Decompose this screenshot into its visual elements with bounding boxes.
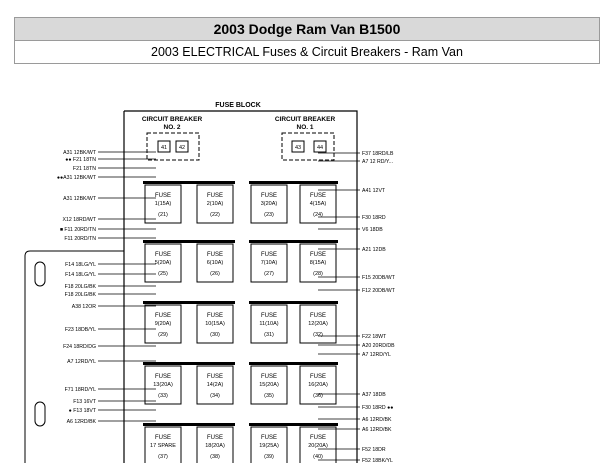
wire-right-11 xyxy=(318,352,391,358)
wire-left-4 xyxy=(57,175,156,181)
fuse-cavity-number: (29) xyxy=(158,332,168,338)
fuse-rating: 6(10A) xyxy=(206,260,224,266)
fuse-rating: 8(15A) xyxy=(309,260,327,266)
fuse-rating: 14(2A) xyxy=(206,382,224,388)
wire-left-2 xyxy=(65,157,156,163)
fuse-cavity-number: (36) xyxy=(313,393,323,399)
fuse-block-diagram xyxy=(0,64,600,463)
fuse-label: FUSE xyxy=(309,193,327,199)
wire-right-13 xyxy=(318,405,393,411)
wire-label: F23 18DB/YL xyxy=(64,327,96,333)
wire-label: ●● F21 18TN xyxy=(65,157,96,163)
fuse-8 xyxy=(300,244,336,282)
fuse-label: FUSE xyxy=(154,374,172,380)
fuse-cavity-number: (34) xyxy=(210,393,220,399)
fuse-label: FUSE xyxy=(206,435,224,441)
breaker-2-number: NO. 2 xyxy=(163,124,181,131)
wire-label: A31 12BK/WT xyxy=(63,150,96,156)
fuse-rating: 11(10A) xyxy=(259,321,279,327)
wire-label: ●●A31 12BK/WT xyxy=(56,175,96,181)
fuse-label: FUSE xyxy=(154,193,172,199)
fuse-label: FUSE xyxy=(206,374,224,380)
wire-left-15 xyxy=(63,344,156,350)
wire-label: F24 18RD/DG xyxy=(63,344,96,350)
breaker-1-title: CIRCUIT BREAKER xyxy=(274,116,336,123)
fuse-cavity-number: (37) xyxy=(158,454,168,460)
wire-label: A21 12DB xyxy=(362,247,386,253)
fuse-rating: 17 SPARE xyxy=(150,443,176,449)
fuse-label: FUSE xyxy=(260,252,278,258)
page-title: 2003 Dodge Ram Van B1500 xyxy=(14,17,600,41)
wire-left-6 xyxy=(63,217,156,223)
breaker-1-number: NO. 1 xyxy=(296,124,314,131)
fuse-label: FUSE xyxy=(260,374,278,380)
fuse-rating: 1(15A) xyxy=(154,201,172,207)
fuse-rating: 2(10A) xyxy=(206,201,224,207)
fuse-rating: 7(10A) xyxy=(260,260,278,266)
wire-left-5 xyxy=(63,196,156,202)
fuse-label: FUSE xyxy=(154,313,172,319)
wire-label: A6 12RD/BK xyxy=(362,417,392,423)
wire-label: A6 12RD/BK xyxy=(362,427,392,433)
wire-left-9 xyxy=(65,262,156,268)
wire-left-3 xyxy=(73,166,156,172)
wire-label: F21 18TN xyxy=(72,166,96,172)
wire-label: F18 20LG/BK xyxy=(64,284,96,290)
fuse-cavity-number: (32) xyxy=(313,332,323,338)
fuse-label: FUSE xyxy=(309,313,327,319)
wire-label: A37 18DB xyxy=(362,392,386,398)
wire-left-20 xyxy=(67,419,156,425)
wire-label: A7 12RD/YL xyxy=(67,359,96,365)
wire-left-1 xyxy=(63,150,156,156)
wire-label: F52 18BK/YL xyxy=(362,458,393,463)
fuse-cavity-number: (39) xyxy=(264,454,274,460)
fuse-rating: 18(20A) xyxy=(205,443,225,449)
breaker-1-terminal-b: 44 xyxy=(316,145,324,151)
fuse-rating: 16(20A) xyxy=(308,382,328,388)
wire-label: X12 18RD/WT xyxy=(62,217,96,223)
fuse-12 xyxy=(300,305,336,343)
fuse-cavity-number: (31) xyxy=(264,332,274,338)
fuse-label: FUSE xyxy=(154,252,172,258)
fuse-6 xyxy=(197,244,233,282)
fuse-cavity-number: (26) xyxy=(210,271,220,277)
fuse-14 xyxy=(197,366,233,404)
wire-label: V6 18DB xyxy=(362,227,383,233)
wire-left-17 xyxy=(65,387,156,393)
fuse-10 xyxy=(197,305,233,343)
fuse-label: FUSE xyxy=(309,252,327,258)
wire-label: A6 12RD/BK xyxy=(66,419,96,425)
wire-label: A7 12 RD/Y... xyxy=(362,159,394,165)
fuse-rating: 4(15A) xyxy=(309,201,327,207)
fuse-rating: 13(20A) xyxy=(153,382,173,388)
page-subtitle: 2003 ELECTRICAL Fuses & Circuit Breakers - Ram Van xyxy=(14,41,600,64)
wire-label: F52 18DR xyxy=(362,447,386,453)
wire-left-19 xyxy=(69,408,156,414)
wire-label: F11 20RD/TN xyxy=(64,236,96,242)
wire-right-1 xyxy=(318,151,394,157)
fuse-label: FUSE xyxy=(206,313,224,319)
wire-label: A7 12RD/YL xyxy=(362,352,391,358)
fuse-20 xyxy=(300,427,336,463)
wire-label: F15 20DB/WT xyxy=(362,275,395,281)
fuse-label: FUSE xyxy=(309,374,327,380)
diagram-title: FUSE BLOCK xyxy=(215,102,261,109)
wire-right-14 xyxy=(318,417,392,423)
wire-label: F30 18RD xyxy=(362,215,386,221)
fuse-label: FUSE xyxy=(260,313,278,319)
circuit-breaker-1 xyxy=(275,116,336,160)
fuse-rating: 15(20A) xyxy=(259,382,279,388)
wire-right-5 xyxy=(318,227,383,233)
fuse-rating: 5(20A) xyxy=(154,260,172,266)
wire-label: F30 18RD ●● xyxy=(362,405,394,411)
wire-label: F14 18LG/YL xyxy=(65,272,96,278)
breaker-2-title: CIRCUIT BREAKER xyxy=(141,116,203,123)
wire-left-16 xyxy=(67,359,156,365)
wire-left-7 xyxy=(60,227,156,233)
circuit-breaker-2 xyxy=(142,116,203,160)
wire-label: ● F13 18VT xyxy=(68,408,96,414)
fuse-18 xyxy=(197,427,233,463)
wire-label: A41 12VT xyxy=(362,188,386,194)
fuse-cavity-number: (27) xyxy=(264,271,274,277)
wire-right-2 xyxy=(318,159,393,165)
fuse-rating: 10(15A) xyxy=(205,321,225,327)
fuse-cavity-number: (24) xyxy=(313,212,323,218)
breaker-1-terminal-a: 43 xyxy=(294,145,302,151)
wire-label: A20 20RD/DB xyxy=(362,343,395,349)
wire-label: F14 18LG/YL xyxy=(65,262,96,268)
fuse-2 xyxy=(197,185,233,223)
wire-label: ■ F11 20RD/TN xyxy=(59,227,96,233)
wire-left-10 xyxy=(65,272,156,278)
fuse-cavity-number: (21) xyxy=(158,212,168,218)
wire-left-13 xyxy=(72,304,156,310)
fuse-label: FUSE xyxy=(260,193,278,199)
fuse-cavity-number: (33) xyxy=(158,393,168,399)
fuse-cavity-number: (28) xyxy=(313,271,323,277)
breaker-2-terminal-a: 41 xyxy=(160,145,168,151)
wire-label: F18 20LG/BK xyxy=(64,292,96,298)
wire-left-18 xyxy=(73,399,156,405)
fuse-label: FUSE xyxy=(206,252,224,258)
fuse-rating: 3(20A) xyxy=(260,201,278,207)
fuse-rating: 20(20A) xyxy=(308,443,328,449)
fuse-rating: 19(25A) xyxy=(259,443,279,449)
breaker-2-terminal-b: 42 xyxy=(178,145,186,151)
fuse-cavity-number: (30) xyxy=(210,332,220,338)
fuse-label: FUSE xyxy=(154,435,172,441)
wire-label: F22 18WT xyxy=(362,334,387,340)
wire-left-12 xyxy=(65,292,156,298)
wire-label: F12 20DB/WT xyxy=(362,288,395,294)
wire-label: F71 18RD/YL xyxy=(64,387,96,393)
fuse-label: FUSE xyxy=(206,193,224,199)
fuse-cavity-number: (38) xyxy=(210,454,220,460)
fuse-block-outline xyxy=(124,111,357,463)
fuse-label: FUSE xyxy=(260,435,278,441)
fuse-cavity-number: (35) xyxy=(264,393,274,399)
wire-left-8 xyxy=(64,236,156,242)
fuse-rating: 9(20A) xyxy=(154,321,172,327)
wire-left-11 xyxy=(65,284,156,290)
mounting-bracket xyxy=(25,251,124,463)
wire-label: F37 18RD/LB xyxy=(362,151,394,157)
fuse-cavity-number: (40) xyxy=(313,454,323,460)
wire-label: A38 12OR xyxy=(71,304,96,310)
fuse-rating: 12(20A) xyxy=(308,321,328,327)
fuse-cavity-number: (23) xyxy=(264,212,274,218)
fuse-label: FUSE xyxy=(309,435,327,441)
wire-label: A31 12BK/WT xyxy=(63,196,96,202)
fuse-16 xyxy=(300,366,336,404)
wire-label: F13 16VT xyxy=(73,399,96,405)
wire-left-14 xyxy=(65,327,156,333)
fuse-cavity-number: (25) xyxy=(158,271,168,277)
fuse-cavity-number: (22) xyxy=(210,212,220,218)
